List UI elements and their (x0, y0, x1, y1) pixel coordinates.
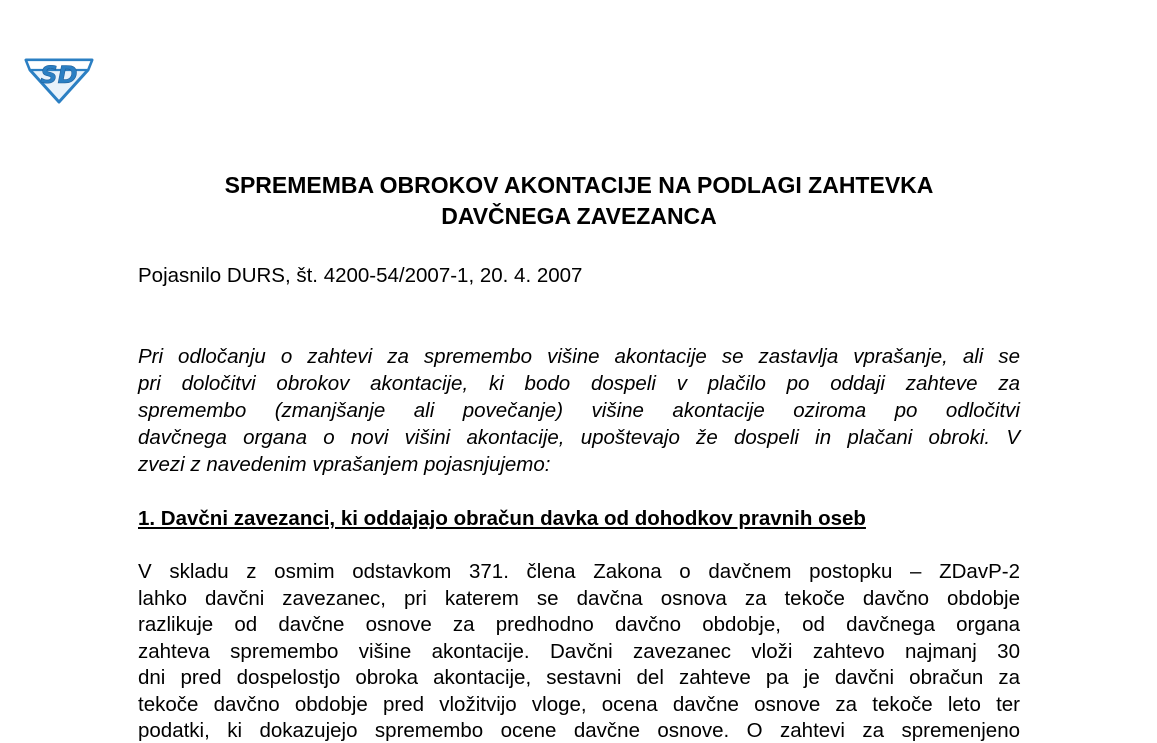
intro-line: Pri odločanju o zahtevi za spremembo višine akontacije se zastavlja vprašanje, ali se (138, 345, 1020, 368)
intro-paragraph (138, 343, 1020, 478)
body-line: V skladu z osmim odstavkom 371. člena Zakona o davčnem postopku – ZDavP-2 (138, 560, 1020, 583)
intro-line: pri določitvi obrokov akontacije, ki bodo dospeli v plačilo po oddaji zahteve za (138, 372, 1020, 395)
intro-line: spremembo (zmanjšanje ali povečanje) višine akontacije oziroma po odločitvi (138, 399, 1020, 422)
company-logo (22, 50, 96, 104)
intro-line: zvezi z navedenim vprašanjem pojasnjujemo: (138, 453, 551, 476)
body-line: dni pred dospelostjo obroka akontacije, sestavni del zahteve pa je davčni obračun za (138, 666, 1020, 689)
section-heading: 1. Davčni zavezanci, ki oddajajo obračun davka od dohodkov pravnih oseb (138, 507, 866, 530)
body-line: tekoče davčno obdobje pred vložitvijo vloge, ocena davčne osnove za tekoče leto ter (138, 692, 1020, 716)
title-line-1: SPREMEMBA OBROKOV AKONTACIJE NA PODLAGI ZAHTEVKA (224, 172, 934, 198)
body-line: podatki, ki dokazujejo spremembo ocene davčne osnove. O zahtevi za spremenjeno (138, 719, 1020, 742)
intro-line: davčnega organa o novi višini akontacije, upoštevajo že dospeli in plačani obroki. V (138, 426, 1020, 449)
body-paragraph (138, 559, 1020, 743)
source-reference: Pojasnilo DURS, št. 4200-54/2007-1, 20. 4. 2007 (138, 264, 583, 287)
body-line: zahteva spremembo višine akontacije. Davčni zavezanec vloži zahtevo najmanj 30 (138, 639, 1020, 663)
body-line: lahko davčni zavezanec, pri katerem se davčna osnova za tekoče davčno obdobje (138, 586, 1020, 610)
logo-lettering: SD (40, 61, 78, 89)
document-title (138, 170, 1020, 232)
body-line: razlikuje od davčne osnove za predhodno davčno obdobje, od davčnega organa (138, 613, 1020, 636)
title-line-2: DAVČNEGA ZAVEZANCA (441, 203, 717, 229)
